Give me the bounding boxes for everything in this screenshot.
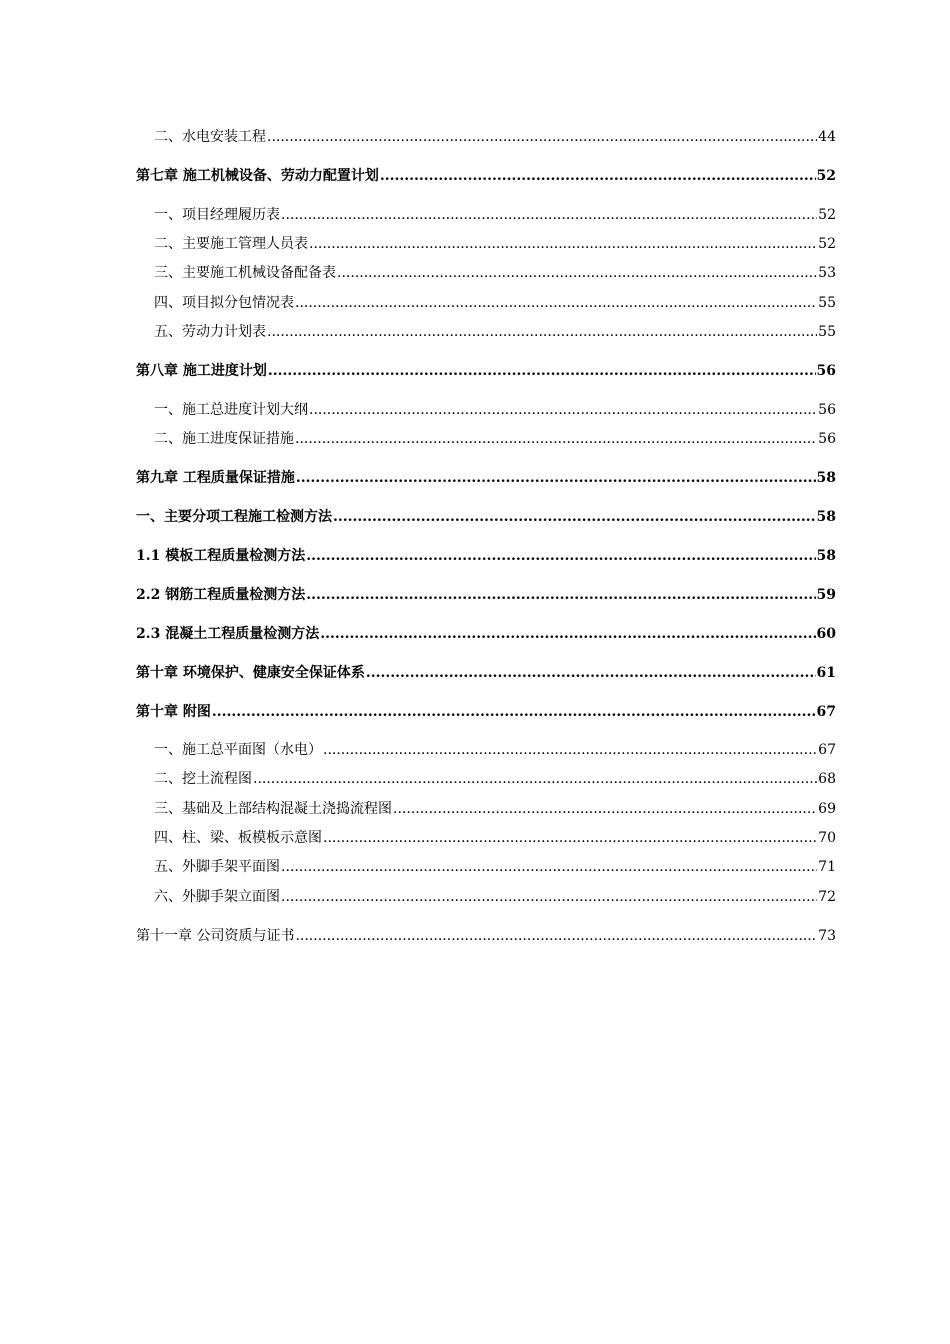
toc-entry-title: 1.1 模板工程质量检测方法 bbox=[136, 548, 306, 564]
toc-chapter-entry[interactable] bbox=[136, 699, 836, 721]
toc-entry-title: 第七章 施工机械设备、劳动力配置计划 bbox=[136, 168, 379, 184]
toc-chapter-entry[interactable] bbox=[136, 465, 836, 487]
dot-leader bbox=[306, 586, 815, 604]
dot-leader bbox=[268, 362, 816, 380]
dot-leader bbox=[306, 547, 815, 565]
dot-leader bbox=[281, 858, 817, 876]
dot-leader bbox=[393, 800, 817, 818]
dot-leader bbox=[323, 829, 817, 847]
toc-entry-page: 67 bbox=[818, 742, 836, 758]
toc-entry[interactable] bbox=[154, 202, 836, 224]
dot-leader bbox=[320, 625, 815, 643]
toc-entry-title: 一、施工总进度计划大纲 bbox=[154, 402, 308, 418]
dot-leader bbox=[337, 264, 817, 282]
toc-entry-title: 第十一章 公司资质与证书 bbox=[136, 928, 295, 944]
dot-leader bbox=[295, 294, 817, 312]
dot-leader bbox=[281, 206, 817, 224]
toc-entry-title: 2.3 混凝土工程质量检测方法 bbox=[136, 626, 320, 642]
toc-entry[interactable] bbox=[154, 737, 836, 759]
toc-entry[interactable] bbox=[154, 766, 836, 788]
dot-leader bbox=[295, 927, 817, 945]
toc-entry[interactable] bbox=[154, 854, 836, 876]
dot-leader bbox=[296, 469, 816, 487]
toc-entry-title: 二、挖土流程图 bbox=[154, 771, 252, 787]
toc-entry-title: 第十章 环境保护、健康安全保证体系 bbox=[136, 665, 365, 681]
toc-chapter-entry[interactable] bbox=[136, 923, 836, 945]
dot-leader bbox=[295, 430, 817, 448]
toc-entry-title: 二、主要施工管理人员表 bbox=[154, 236, 308, 252]
toc-entry-title: 第十章 附图 bbox=[136, 704, 211, 720]
dot-leader bbox=[380, 167, 816, 185]
toc-entry-page: 68 bbox=[818, 771, 836, 787]
toc-entry-page: 58 bbox=[816, 470, 836, 486]
toc-entry-page: 73 bbox=[818, 928, 836, 944]
toc-entry-page: 55 bbox=[818, 295, 836, 311]
toc-entry[interactable] bbox=[154, 231, 836, 253]
toc-entry-page: 72 bbox=[818, 889, 836, 905]
toc-entry-title: 三、基础及上部结构混凝土浇捣流程图 bbox=[154, 801, 392, 817]
toc-entry-page: 53 bbox=[818, 265, 836, 281]
toc-entry-page: 52 bbox=[818, 207, 836, 223]
dot-leader bbox=[323, 741, 817, 759]
toc-entry[interactable] bbox=[154, 796, 836, 818]
toc-entry-page: 56 bbox=[816, 363, 836, 379]
toc-entry-page: 56 bbox=[818, 402, 836, 418]
toc-entry[interactable] bbox=[154, 426, 836, 448]
toc-entry-page: 52 bbox=[816, 168, 836, 184]
toc-entry-title: 四、柱、梁、板模板示意图 bbox=[154, 830, 322, 846]
toc-entry[interactable] bbox=[154, 319, 836, 341]
toc-entry-title: 四、项目拟分包情况表 bbox=[154, 295, 294, 311]
toc-entry-page: 61 bbox=[816, 665, 836, 681]
toc-entry-page: 69 bbox=[818, 801, 836, 817]
toc-entry-title: 三、主要施工机械设备配备表 bbox=[154, 265, 336, 281]
toc-entry[interactable] bbox=[154, 124, 836, 146]
dot-leader bbox=[309, 235, 817, 253]
toc-chapter-entry[interactable] bbox=[136, 163, 836, 185]
dot-leader bbox=[333, 508, 816, 526]
dot-leader bbox=[281, 888, 817, 906]
toc-section-entry[interactable] bbox=[136, 543, 836, 565]
toc-entry-page: 55 bbox=[818, 324, 836, 340]
toc-entry-title: 2.2 钢筋工程质量检测方法 bbox=[136, 587, 306, 603]
toc-entry-page: 58 bbox=[816, 509, 836, 525]
toc-chapter-entry[interactable] bbox=[136, 358, 836, 380]
dot-leader bbox=[309, 401, 817, 419]
toc-entry-title: 五、劳动力计划表 bbox=[154, 324, 266, 340]
toc-entry-title: 一、项目经理履历表 bbox=[154, 207, 280, 223]
toc-section-entry[interactable] bbox=[136, 621, 836, 643]
toc-entry-title: 五、外脚手架平面图 bbox=[154, 859, 280, 875]
toc-chapter-entry[interactable] bbox=[136, 660, 836, 682]
toc-entry-page: 58 bbox=[816, 548, 836, 564]
toc-entry-page: 71 bbox=[818, 859, 836, 875]
toc-section-entry[interactable] bbox=[136, 504, 836, 526]
toc-entry[interactable] bbox=[154, 260, 836, 282]
toc-entry-page: 70 bbox=[818, 830, 836, 846]
toc-entry-title: 一、主要分项工程施工检测方法 bbox=[136, 509, 332, 525]
dot-leader bbox=[212, 703, 816, 721]
toc-entry-page: 67 bbox=[816, 704, 836, 720]
toc-entry[interactable] bbox=[154, 825, 836, 847]
toc-entry[interactable] bbox=[154, 290, 836, 312]
toc-entry[interactable] bbox=[154, 884, 836, 906]
toc-entry-title: 一、施工总平面图（水电） bbox=[154, 742, 322, 758]
toc-entry-title: 第九章 工程质量保证措施 bbox=[136, 470, 295, 486]
toc-entry-title: 二、水电安装工程 bbox=[154, 129, 266, 145]
dot-leader bbox=[267, 323, 817, 341]
toc-entry-page: 59 bbox=[816, 587, 836, 603]
toc-entry-title: 第八章 施工进度计划 bbox=[136, 363, 267, 379]
toc-entry-page: 60 bbox=[816, 626, 836, 642]
toc-entry-title: 二、施工进度保证措施 bbox=[154, 431, 294, 447]
toc-entry-page: 52 bbox=[818, 236, 836, 252]
dot-leader bbox=[366, 664, 816, 682]
toc-section-entry[interactable] bbox=[136, 582, 836, 604]
toc-entry-page: 44 bbox=[818, 129, 836, 145]
toc-entry[interactable] bbox=[154, 397, 836, 419]
dot-leader bbox=[267, 128, 817, 146]
dot-leader bbox=[253, 770, 817, 788]
toc-entry-page: 56 bbox=[818, 431, 836, 447]
toc-entry-title: 六、外脚手架立面图 bbox=[154, 889, 280, 905]
